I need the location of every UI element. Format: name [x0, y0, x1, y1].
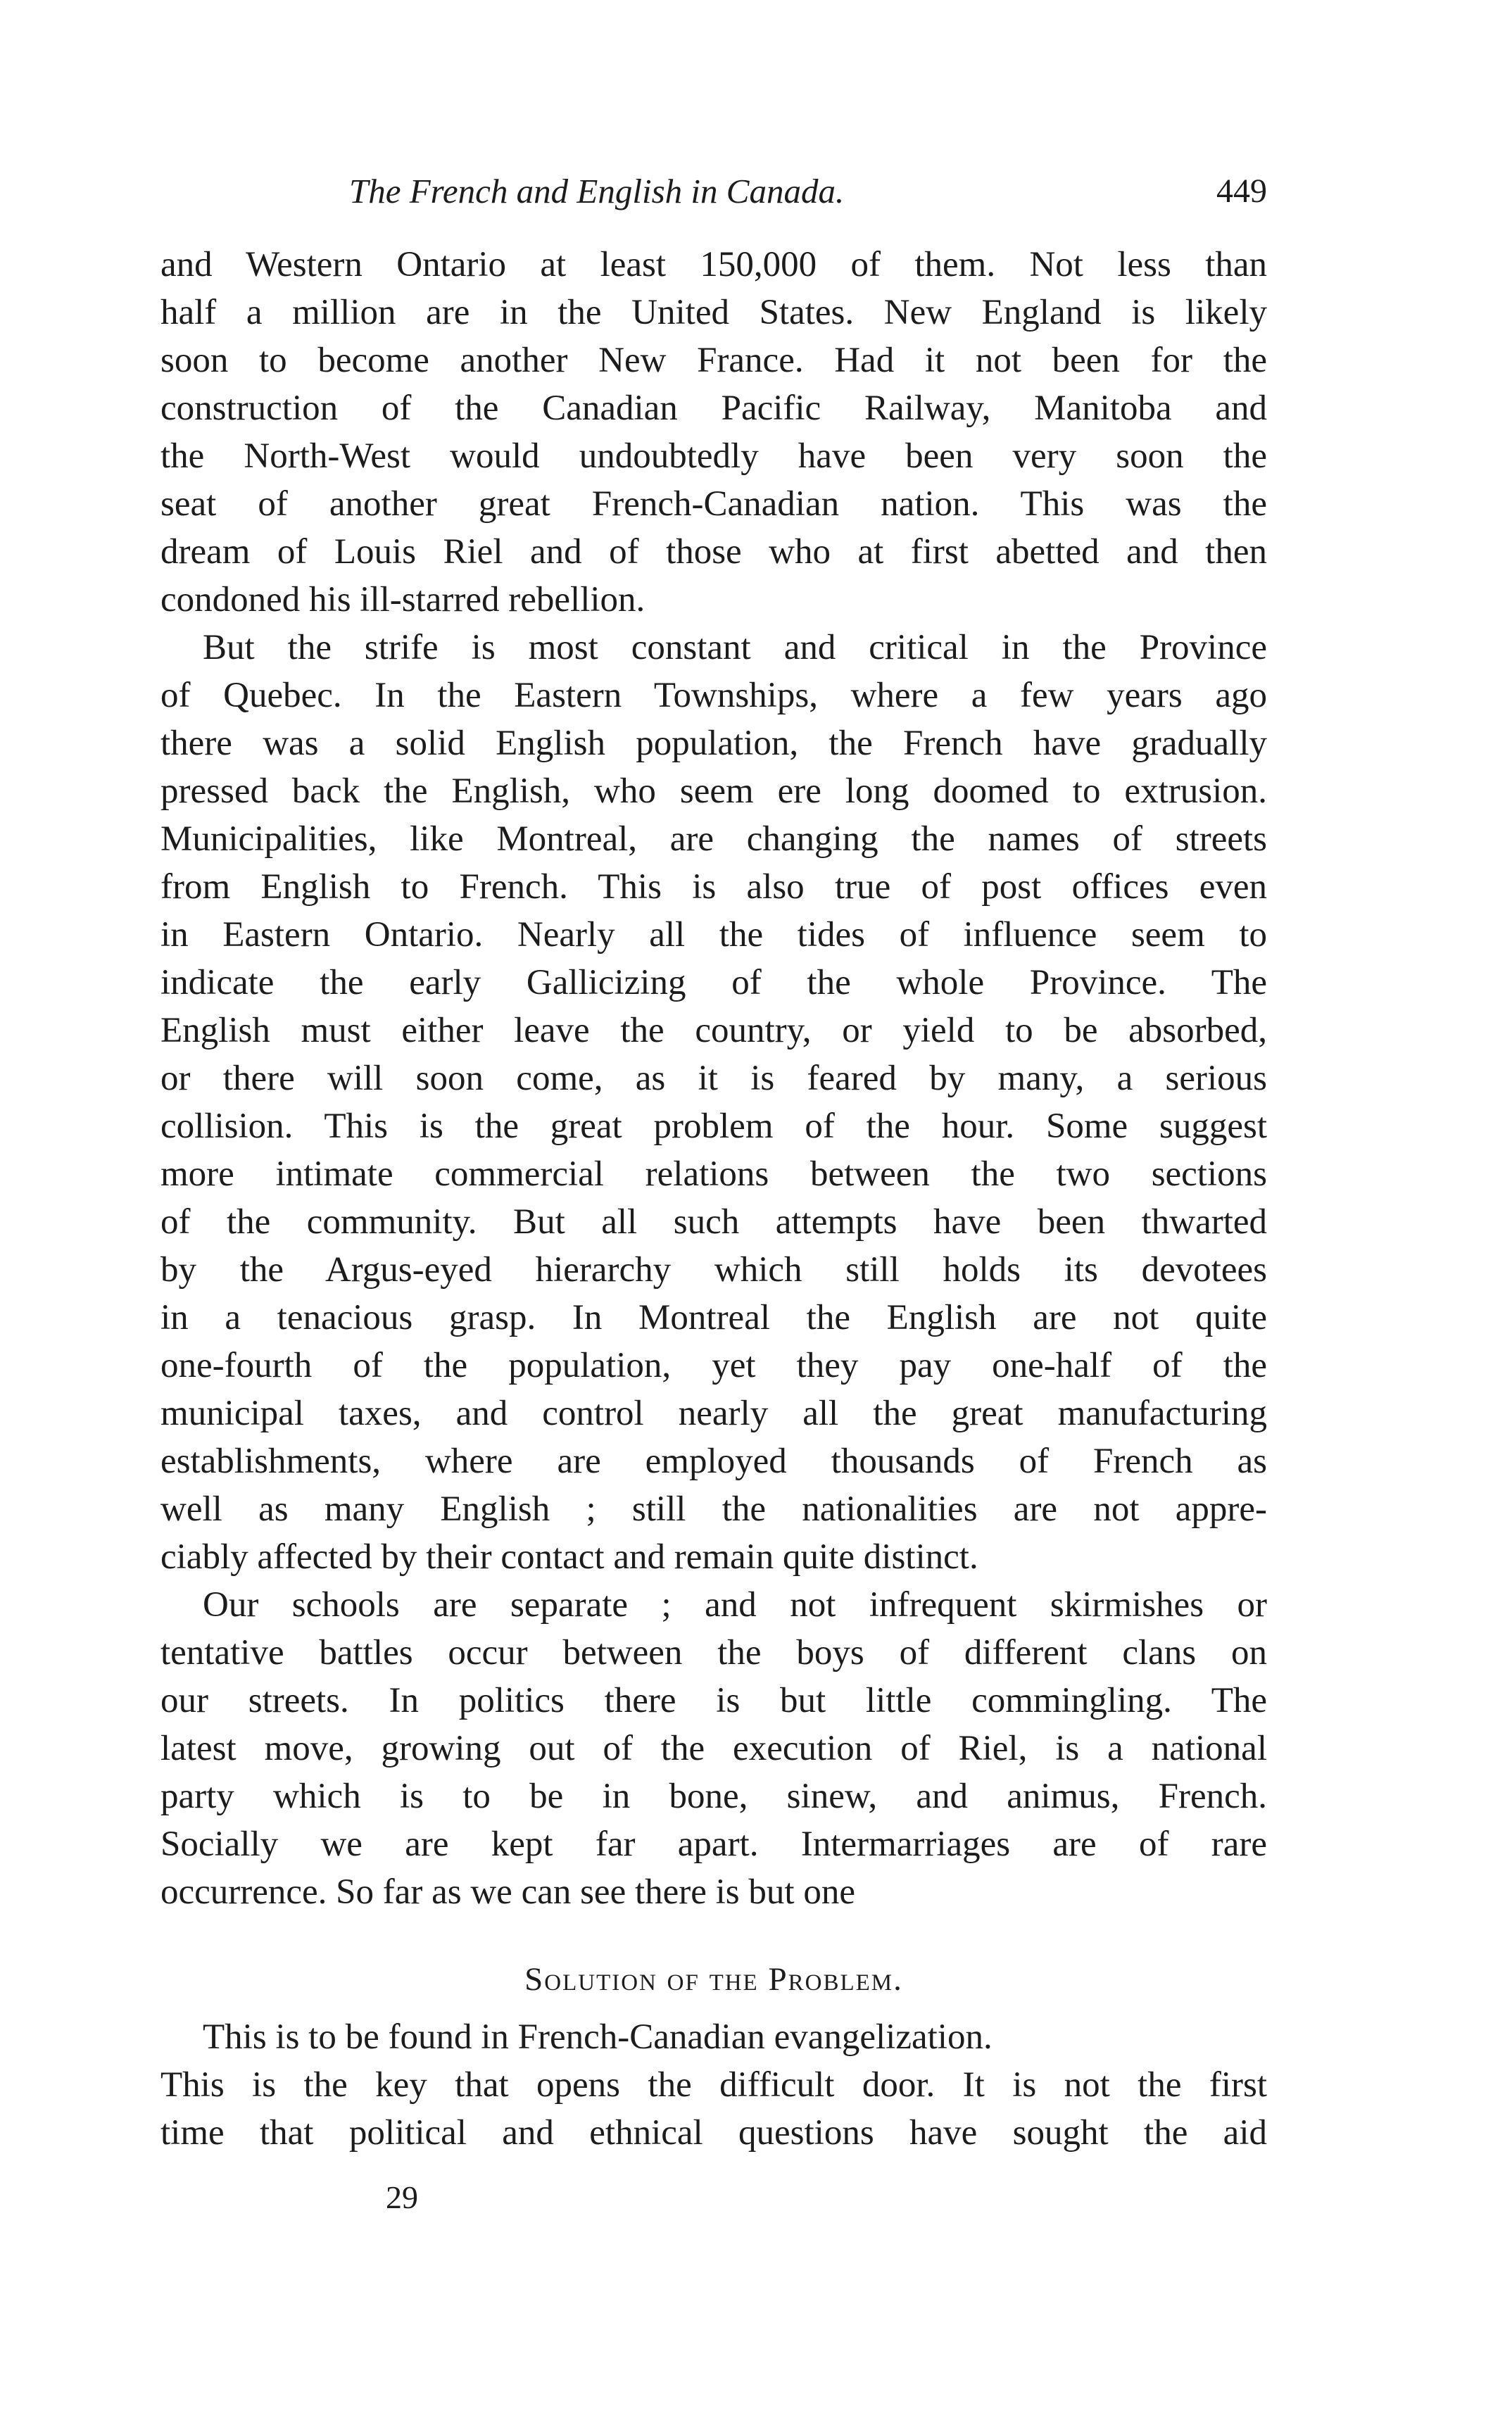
text-line: tentative battles occur between the boys of different clans on [160, 1633, 1267, 1672]
paragraph [160, 241, 1267, 624]
running-title: The French and English in Canada. [349, 172, 845, 210]
text-line: This is the key that opens the difficult door. It is not the first [160, 2065, 1267, 2105]
text-line: seat of another great French-Canadian nation. This was the [160, 484, 1267, 524]
text-line: municipal taxes, and control nearly all the great manufacturing [160, 1394, 1267, 1433]
text-line: by the Argus-eyed hierarchy which still holds its devotees [160, 1250, 1267, 1290]
text-line: in Eastern Ontario. Nearly all the tides of influence seem to [160, 915, 1267, 955]
page-number: 449 [1216, 172, 1267, 210]
paragraph [160, 624, 1267, 1581]
text-line: establishments, where are employed thousands of French as [160, 1442, 1267, 1481]
text-line: Our schools are separate ; and not infrequent skirmishes or [203, 1585, 1267, 1625]
text-line: time that political and ethnical questions have sought the aid [160, 2113, 1267, 2153]
body-text [160, 241, 1267, 2157]
text-line: construction of the Canadian Pacific Railway, Manitoba and [160, 389, 1267, 428]
section-heading: Solution of the Problem. [524, 1961, 903, 1998]
text-line: soon to become another New France. Had it not been for the [160, 341, 1267, 380]
text-line: one-fourth of the population, yet they pay one-half of the [160, 1346, 1267, 1385]
text-line: half a million are in the United States. New England is likely [160, 293, 1267, 332]
text-line: Municipalities, like Montreal, are changing the names of streets [160, 819, 1267, 859]
paragraph [160, 2013, 1267, 2157]
text-line: from English to French. This is also true of post offices even [160, 867, 1267, 907]
text-line: more intimate commercial relations between the two sections [160, 1154, 1267, 1194]
text-line: This is to be found in French-Canadian evangelization. [203, 2017, 993, 2057]
text-line: and Western Ontario at least 150,000 of them. Not less than [160, 245, 1267, 284]
text-line: there was a solid English population, the French have gradually [160, 724, 1267, 763]
text-line: indicate the early Gallicizing of the whole Province. The [160, 963, 1267, 1002]
text-line: collision. This is the great problem of the hour. Some suggest [160, 1107, 1267, 1146]
text-line: of the community. But all such attempts have been thwarted [160, 1202, 1267, 1242]
text-line: in a tenacious grasp. In Montreal the English are not quite [160, 1298, 1267, 1337]
text-line: latest move, growing out of the execution of Riel, is a national [160, 1729, 1267, 1768]
paragraph [160, 1581, 1267, 1916]
text-line: our streets. In politics there is but little commingling. The [160, 1681, 1267, 1720]
text-line: Socially we are kept far apart. Intermarriages are of rare [160, 1825, 1267, 1864]
text-line: or there will soon come, as it is feared by many, a serious [160, 1059, 1267, 1098]
text-line: condoned his ill-starred rebellion. [160, 580, 645, 619]
text-line: pressed back the English, who seem ere long doomed to extrusion. [160, 771, 1267, 811]
text-line: party which is to be in bone, sinew, and animus, French. [160, 1777, 1267, 1816]
signature-mark: 29 [386, 2179, 418, 2215]
page-header [160, 163, 1267, 220]
text-line: But the strife is most constant and critical in the Province [203, 628, 1267, 667]
text-line: dream of Louis Riel and of those who at first abetted and then [160, 532, 1267, 572]
text-line: of Quebec. In the Eastern Townships, where a few years ago [160, 676, 1267, 715]
text-line: the North-West would undoubtedly have been very soon the [160, 436, 1267, 476]
text-line: ciably affected by their contact and remain quite distinct. [160, 1537, 978, 1577]
text-line: occurrence. So far as we can see there is but one [160, 1872, 855, 1912]
text-line: English must either leave the country, or yield to be absorbed, [160, 1011, 1267, 1050]
text-line: well as many English ; still the nationalities are not appre- [160, 1489, 1267, 1529]
